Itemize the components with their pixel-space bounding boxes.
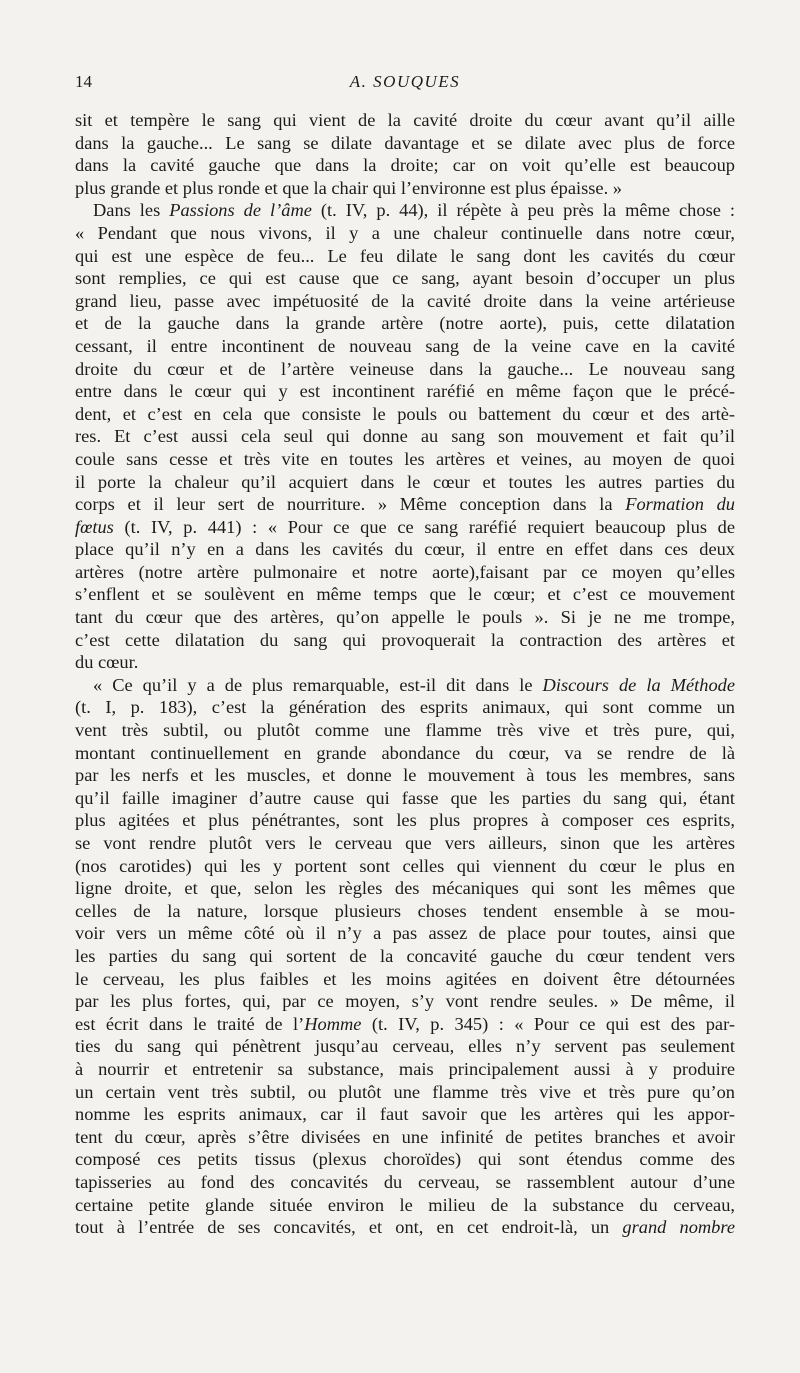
body-text — [75, 109, 735, 1239]
text-span: (t. IV, p. 44), il répète à peu près la même chose : — [311, 200, 735, 221]
italic-title: Formation du — [625, 494, 735, 515]
italic-title: grand nombre — [622, 1217, 735, 1238]
text-line: tapisseries au fond des concavités du cerveau, se rassemblent autour d’une — [75, 1171, 735, 1192]
text-line — [75, 199, 735, 222]
text-line: voir vers un même côté où il n’y a pas assez de place pour toutes, ainsi que — [75, 923, 735, 944]
text-line: « Pendant que nous vivons, il y a une chaleur continuelle dans notre cœur, — [75, 222, 735, 243]
text-line: qu’il faille imaginer d’autre cause qui fasse que les parties du sang qui, étant — [75, 787, 735, 808]
text-span: « Ce qu’il y a de plus remarquable, est-il dit dans le — [93, 674, 543, 695]
running-title: A. SOUQUES — [349, 72, 461, 91]
text-line: du cœur. — [75, 652, 139, 673]
text-line: entre dans le cœur qui y est incontinent raréfié en même façon que le précé- — [75, 381, 735, 402]
italic-title: Homme — [304, 1013, 362, 1034]
text-line: (nos carotides) qui les y portent sont celles qui viennent du cœur le plus en — [75, 855, 735, 876]
text-line: c’est cette dilatation du sang qui provoquerait la contraction des artères et — [75, 629, 735, 650]
text-span: (t. IV, p. 345) : « Pour ce qui est des par- — [361, 1013, 735, 1034]
text-line: plus agitées et plus pénétrantes, sont les plus propres à composer ces esprits, — [75, 810, 735, 831]
text-line: et de la gauche dans la grande artère (notre aorte), puis, cette dilatation — [75, 313, 735, 334]
text-line: s’enflent et se soulèvent en même temps que le cœur; et c’est ce mouvement — [75, 584, 735, 605]
text-line: celles de la nature, lorsque plusieurs choses tendent ensemble à se mou- — [75, 900, 735, 921]
text-line: sont remplies, ce qui est cause que ce sang, ayant besoin d’occuper un plus — [75, 268, 735, 289]
text-span: corps et il leur sert de nourriture. » Même conception dans la — [75, 494, 626, 515]
text-line: les parties du sang qui sortent de la concavité gauche du cœur tendent vers — [75, 945, 735, 966]
text-line — [75, 516, 735, 539]
text-line: à nourrir et entretenir sa substance, mais principalement aussi à y produire — [75, 1058, 735, 1079]
text-line: droite du cœur et de l’artère veineuse dans la gauche... Le nouveau sang — [75, 358, 735, 379]
text-line: composé ces petits tissus (plexus choroïdes) qui sont étendus comme des — [75, 1149, 735, 1170]
text-line: il porte la chaleur qu’il acquiert dans le cœur et toutes les autres parties du — [75, 471, 735, 492]
text-line: se vont rendre plutôt vers le cerveau que vers ailleurs, sinon que les artères — [75, 833, 735, 853]
italic-title: Passions de l’âme — [169, 200, 312, 221]
text-line: tant du cœur que des artères, qu’on appelle le pouls ». Si je ne me trompe, — [75, 607, 735, 628]
text-line: montant continuellement en grande abondance du cœur, va se rendre de là — [75, 742, 735, 763]
text-line: (t. I, p. 183), c’est la génération des esprits animaux, qui sont comme un — [75, 697, 735, 718]
text-line: nomme les esprits animaux, car il faut savoir que les artères qui les appor- — [75, 1104, 735, 1125]
text-line: ligne droite, et que, selon les règles des mécaniques qui sont les mêmes que — [75, 878, 735, 899]
text-line: tent du cœur, après s’être divisées en une infinité de petites branches et avoir — [75, 1126, 735, 1147]
page-number: 14 — [75, 72, 92, 91]
text-line: un certain vent très subtil, ou plutôt une flamme très vive et très pure qu’on — [75, 1081, 735, 1102]
text-line — [75, 1216, 735, 1239]
text-span: Dans les — [93, 200, 170, 221]
text-line: ties du sang qui pénètrent jusqu’au cerveau, elles n’y servent pas seulement — [75, 1036, 735, 1057]
text-line: dans la gauche... Le sang se dilate davantage et se dilate avec plus de force — [75, 132, 735, 153]
text-line: dans la cavité gauche que dans la droite; car on voit qu’elle est beaucoup — [75, 155, 735, 176]
text-span: tout à l’entrée de ses concavités, et ont, en cet endroit-là, un — [75, 1217, 623, 1238]
text-line: par les nerfs et les muscles, et donne le mouvement à tous les membres, sans — [75, 765, 735, 786]
text-line: certaine petite glande située environ le milieu de la substance du cerveau, — [75, 1194, 735, 1215]
text-line: dent, et c’est en cela que consiste le pouls ou battement du cœur et des artè- — [75, 403, 735, 424]
text-line: vent très subtil, ou plutôt comme une flamme très vive et très pure, qui, — [75, 720, 735, 741]
text-line: res. Et c’est aussi cela seul qui donne au sang son mouvement et fait qu’il — [75, 426, 735, 447]
text-line: grand lieu, passe avec impétuosité de la cavité droite dans la veine artérieuse — [75, 290, 735, 311]
text-line: artères (notre artère pulmonaire et notre aorte),faisant par ce moyen qu’elles — [75, 561, 735, 582]
text-line: coule sans cesse et très vite en toutes les artères et veines, au moyen de quoi — [75, 448, 735, 469]
text-line: place qu’il n’y en a dans les cavités du cœur, il entre en effet dans ces deux — [75, 539, 735, 560]
text-line: cessant, il entre incontinent de nouveau sang de la veine cave en la cavité — [75, 335, 735, 356]
text-line: par les plus fortes, qui, par ce moyen, s’y vont rendre seules. » De même, il — [75, 991, 735, 1012]
text-line — [75, 674, 735, 697]
text-line — [75, 493, 735, 516]
text-span: est écrit dans le traité de l’ — [75, 1013, 305, 1034]
text-line: sit et tempère le sang qui vient de la cavité droite du cœur avant qu’il aille — [75, 110, 735, 130]
text-line: qui est une espèce de feu... Le feu dilate le sang dont les cavités du cœur — [75, 245, 735, 266]
page-header — [75, 72, 735, 98]
text-line — [75, 1013, 735, 1036]
text-span: (t. IV, p. 441) : « Pour ce que ce sang raréfié requiert beaucoup plus de — [113, 516, 735, 537]
text-line: plus grande et plus ronde et que la chair qui l’environne est plus épaisse. » — [75, 177, 622, 198]
text-line: le cerveau, les plus faibles et les moins agitées en doivent être détournées — [75, 968, 735, 989]
italic-title: Discours de la Méthode — [542, 674, 735, 695]
italic-title: fœtus — [75, 516, 114, 537]
